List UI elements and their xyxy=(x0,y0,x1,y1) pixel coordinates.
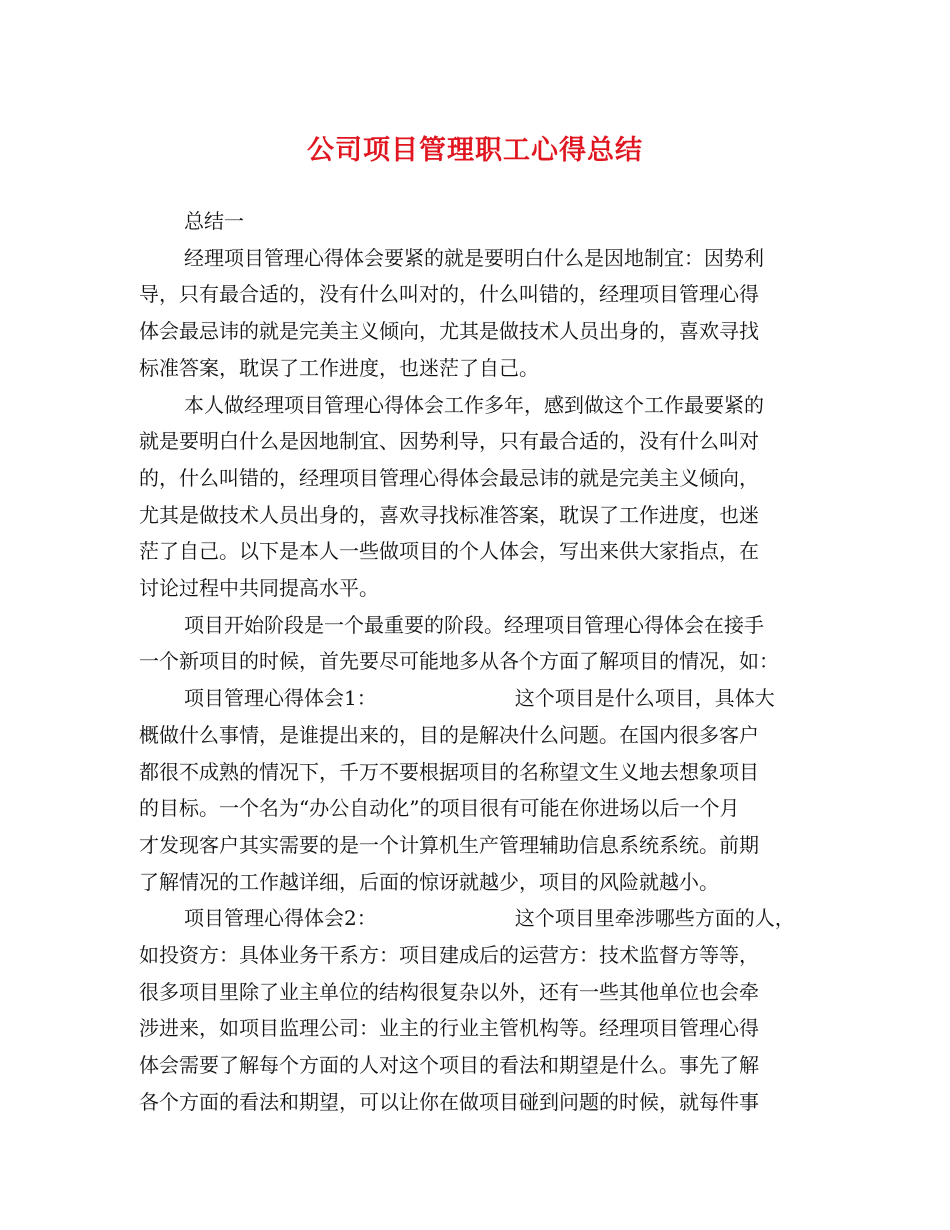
text-line: 标准答案，耽误了工作进度，也迷茫了自己。 xyxy=(139,355,539,380)
item-label: 项目管理心得体会1： xyxy=(184,686,377,711)
text-line: 各个方面的看法和期望，可以让你在做项目碰到问题的时候，就每件事 xyxy=(139,1089,759,1114)
text-line: 尤其是做技术人员出身的，喜欢寻找标准答案，耽误了工作进度，也迷 xyxy=(139,502,759,527)
text-line: 本人做经理项目管理心得体会工作多年，感到做这个工作最要紧的 xyxy=(184,392,764,417)
text-line: 的，什么叫错的，经理项目管理心得体会最忌讳的就是完美主义倾向， xyxy=(139,465,759,490)
text-line: 都很不成熟的情况下，千万不要根据项目的名称望文生义地去想象项目 xyxy=(139,759,759,784)
text-line: 涉进来，如项目监理公司：业主的行业主管机构等。经理项目管理心得 xyxy=(139,1016,759,1041)
document-title: 公司项目管理职工心得总结 xyxy=(307,135,643,166)
text-line: 一个新项目的时候，首先要尽可能地多从各个方面了解项目的情况，如： xyxy=(139,649,779,674)
text-line: 体会最忌讳的就是完美主义倾向，尤其是做技术人员出身的，喜欢寻找 xyxy=(139,319,759,344)
text-line: 项目开始阶段是一个最重要的阶段。经理项目管理心得体会在接手 xyxy=(184,612,764,637)
text-line: 经理项目管理心得体会要紧的就是要明白什么是因地制宜：因势利 xyxy=(184,245,764,270)
text-line: 导，只有最合适的，没有什么叫对的，什么叫错的，经理项目管理心得 xyxy=(139,282,759,307)
text-line: 如投资方：具体业务干系方：项目建成后的运营方：技术监督方等等， xyxy=(139,943,759,968)
text-line: 了解情况的工作越详细，后面的惊讶就越少，项目的风险就越小。 xyxy=(139,869,719,894)
text-line: 的目标。一个名为“办公自动化”的项目很有可能在你进场以后一个月 xyxy=(139,796,740,821)
text-line: 很多项目里除了业主单位的结构很复杂以外，还有一些其他单位也会牵 xyxy=(139,979,759,1004)
text-line-with-gap xyxy=(139,900,829,937)
text-line: 就是要明白什么是因地制宜、因势利导，只有最合适的，没有什么叫对 xyxy=(139,429,759,454)
item-text: 这个项目是什么项目，具体大 xyxy=(514,686,775,711)
text-line: 体会需要了解每个方面的人对这个项目的看法和期望是什么。事先了解 xyxy=(139,1053,759,1078)
item-text: 这个项目里牵涉哪些方面的人， xyxy=(514,906,795,931)
text-line: 讨论过程中共同提高水平。 xyxy=(139,576,379,601)
item-label: 项目管理心得体会2： xyxy=(184,906,377,931)
text-line: 茫了自己。以下是本人一些做项目的个人体会，写出来供大家指点，在 xyxy=(139,539,759,564)
text-line: 概做什么事情，是谁提出来的，目的是解决什么问题。在国内很多客户 xyxy=(139,722,759,747)
text-line-with-gap xyxy=(139,680,829,717)
document-body xyxy=(139,203,829,1121)
section-heading: 总结一 xyxy=(184,209,244,233)
text-line: 才发现客户其实需要的是一个计算机生产管理辅助信息系统系统。前期 xyxy=(139,832,759,857)
